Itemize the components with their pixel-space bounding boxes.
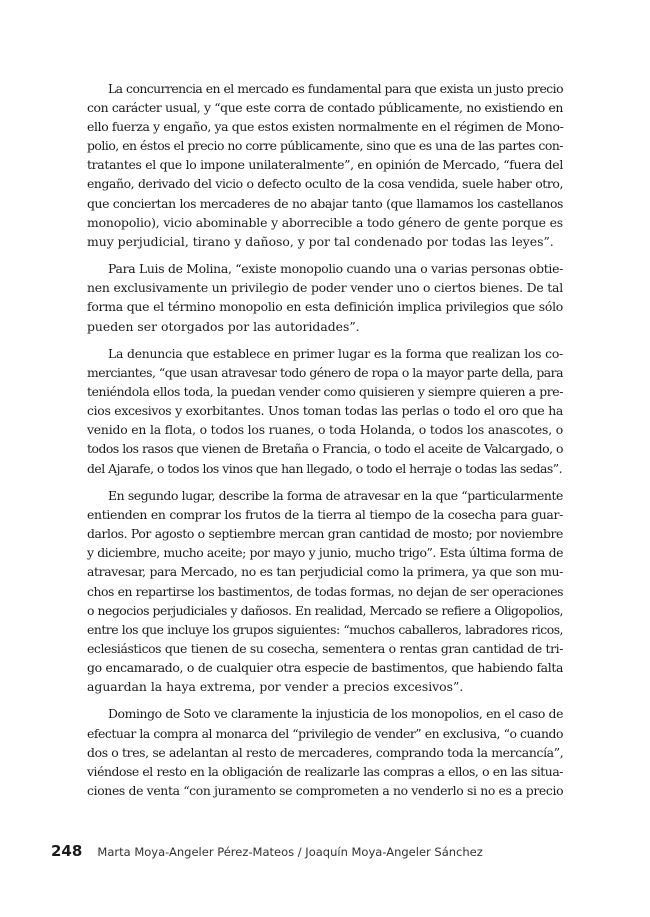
text-line: ciones de venta “con juramento se comprometen a no venderlo si no es a precio: [87, 782, 564, 798]
text-line: go encamarado, o de cualquier otra especie de bastimentos, que habiendo falta: [87, 659, 563, 675]
paragraph-gap: [87, 478, 563, 486]
text-line: del Ajarafe, o todos los vinos que han llegado, o todo el herraje o todas las sedas”.: [87, 460, 563, 476]
text-line: La concurrencia en el mercado es fundamental para que exista un justo precio: [108, 81, 563, 96]
text-line: entre los que incluye los grupos siguientes: “muchos caballeros, labradores ricos,: [87, 621, 563, 637]
text-line: Para Luis de Molina, “existe monopolio cuando una o varias personas obtie-: [108, 261, 563, 277]
paragraph: [87, 486, 563, 696]
text-line: darlos. Por agosto o septiembre mercan gran cantidad de mosto; por noviembre: [87, 526, 563, 542]
text-line: efectuar la compra al monarca del “privilegio de vender” en exclusiva, “o cuando: [87, 725, 563, 741]
text-line: que conciertan los mercaderes de no abajar tanto (que llamamos los castellanos: [87, 195, 563, 211]
text-line: entienden en comprar los frutos de la tierra al tiempo de la cosecha para guar-: [87, 507, 563, 523]
text-line: La denuncia que establece en primer lugar es la forma que realizan los co-: [108, 346, 563, 361]
text-line: pueden ser otorgados por las autoridades”.: [87, 318, 360, 334]
text-line: atravesar, para Mercado, no es tan perjudicial como la primera, ya que son mu-: [87, 564, 563, 580]
text-line: aguardan la haya extrema, por vender a precios excesivos”.: [87, 678, 464, 694]
text-line: dos o tres, se adelantan al resto de mercaderes, comprando toda la mercancía”,: [87, 744, 564, 760]
text-line: muy perjudicial, tirano y dañoso, y por tal condenado por todas las leyes”.: [87, 233, 554, 249]
page-number: 248: [51, 842, 83, 860]
text-line: eclesiásticos que tienen de su cosecha, sementera o rentas gran cantidad de tri-: [87, 640, 563, 656]
running-head-authors: Marta Moya-Angeler Pérez-Mateos / Joaquín Moya-Angeler Sánchez: [97, 845, 483, 859]
text-line: monopolio), vicio abominable y aborrecible a todo género de gente porque es: [87, 214, 564, 230]
text-line: nen exclusivamente un privilegio de poder vender uno o ciertos bienes. De tal: [87, 280, 563, 296]
text-line: y diciembre, mucho aceite; por mayo y junio, mucho trigo”. Esta última forma de: [87, 545, 563, 561]
paragraph: [87, 704, 563, 799]
text-line: polio, en éstos el precio no corre públicamente, sino que es una de las partes con-: [87, 138, 563, 154]
paragraph: [87, 259, 563, 335]
paragraph-gap: [87, 251, 563, 259]
text-line: venido en la flota, o todos los ruanes, o toda Holanda, o todos los anascotes, o: [87, 422, 563, 438]
text-line: merciantes, “que usan atravesar todo género de ropa o la mayor parte della, para: [87, 365, 563, 381]
paragraph-gap: [87, 336, 563, 344]
text-line: con carácter usual, y “que este corra de contado públicamente, no existiendo en: [87, 100, 563, 116]
text-line: viéndose el resto en la obligación de realizarle las compras a ellos, o en las situa-: [87, 763, 563, 779]
text-line: o negocios perjudiciales y dañosos. En realidad, Mercado se refiere a Oligopolios,: [87, 602, 563, 618]
text-line: tratantes el que lo impone unilateralmente”, en opinión de Mercado, “fuera del: [87, 157, 563, 173]
text-line: forma que el término monopolio en esta definición implica privilegios que sólo: [87, 299, 563, 315]
page-footer: [51, 841, 610, 860]
text-line: Domingo de Soto ve claramente la injusticia de los monopolios, en el caso de: [108, 706, 563, 722]
text-line: En segundo lugar, describe la forma de atravesar en la que “particularmente: [108, 488, 563, 504]
text-line: chos en repartirse los bastimentos, de todas formas, no dejan de ser operaciones: [87, 583, 563, 599]
text-line: ello fuerza y engaño, ya que estos existen normalmente en el régimen de Mono-: [87, 119, 564, 135]
text-line: cios excesivos y exorbitantes. Unos toman todas las perlas o todo el oro que ha: [87, 403, 563, 419]
page-body: [87, 79, 563, 800]
text-line: teniéndola ellos toda, la puedan vender como quisieren y siempre quieren a pre-: [87, 384, 563, 400]
text-line: engaño, derivado del vicio o defecto oculto de la cosa vendida, suele haber otro,: [87, 176, 563, 192]
paragraph-gap: [87, 696, 563, 704]
paragraph: [87, 344, 563, 478]
paragraph: [87, 79, 563, 251]
text-line: todos los rasos que vienen de Bretaña o Francia, o todo el aceite de Valcargado, o: [87, 441, 563, 457]
